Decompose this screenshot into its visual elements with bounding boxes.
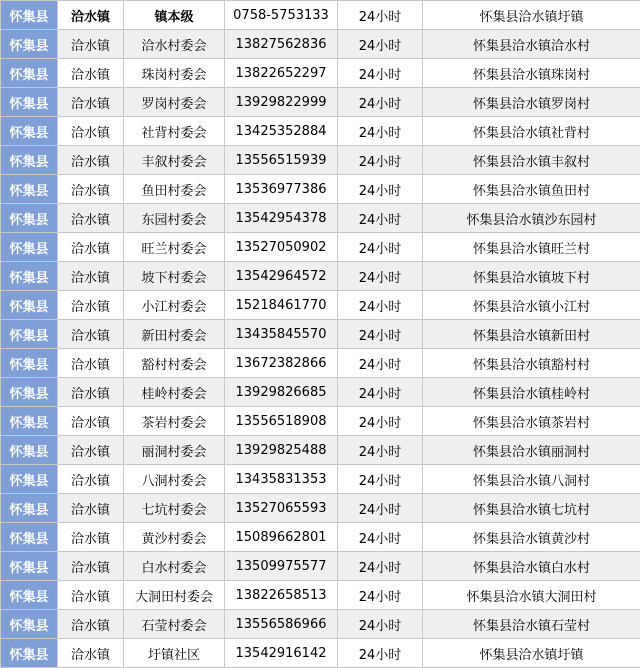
table-row <box>1 1 640 30</box>
unit-cell: 大洞田村委会 <box>124 581 225 610</box>
county-cell: 怀集县 <box>1 59 58 88</box>
hours-cell: 24小时 <box>338 465 423 494</box>
county-cell: 怀集县 <box>1 436 58 465</box>
town-cell: 洽水镇 <box>58 523 124 552</box>
town-cell: 洽水镇 <box>58 378 124 407</box>
address-cell: 怀集县洽水镇八洞村 <box>423 465 640 494</box>
county-cell: 怀集县 <box>1 320 58 349</box>
hours-cell: 24小时 <box>338 30 423 59</box>
table-row <box>1 117 640 146</box>
hours-cell: 24小时 <box>338 639 423 668</box>
town-cell: 洽水镇 <box>58 30 124 59</box>
county-cell: 怀集县 <box>1 639 58 668</box>
unit-cell: 小江村委会 <box>124 291 225 320</box>
county-cell: 怀集县 <box>1 204 58 233</box>
hours-cell: 24小时 <box>338 523 423 552</box>
town-cell: 洽水镇 <box>58 494 124 523</box>
phone-cell: 15218461770 <box>225 291 338 320</box>
town-cell: 洽水镇 <box>58 175 124 204</box>
unit-cell: 豁村村委会 <box>124 349 225 378</box>
town-cell: 洽水镇 <box>58 146 124 175</box>
hours-cell: 24小时 <box>338 233 423 262</box>
town-cell: 洽水镇 <box>58 1 124 30</box>
hours-cell: 24小时 <box>338 175 423 204</box>
town-cell: 洽水镇 <box>58 233 124 262</box>
hours-cell: 24小时 <box>338 59 423 88</box>
county-cell: 怀集县 <box>1 262 58 291</box>
table-row <box>1 59 640 88</box>
unit-cell: 东园村委会 <box>124 204 225 233</box>
town-cell: 洽水镇 <box>58 552 124 581</box>
table-row <box>1 436 640 465</box>
town-cell: 洽水镇 <box>58 581 124 610</box>
address-cell: 怀集县洽水镇小江村 <box>423 291 640 320</box>
phone-cell: 0758-5753133 <box>225 1 338 30</box>
address-cell: 怀集县洽水镇丰叙村 <box>423 146 640 175</box>
hours-cell: 24小时 <box>338 291 423 320</box>
address-cell: 怀集县洽水镇豁村村 <box>423 349 640 378</box>
hours-cell: 24小时 <box>338 349 423 378</box>
unit-cell: 丰叙村委会 <box>124 146 225 175</box>
phone-cell: 13527065593 <box>225 494 338 523</box>
address-cell: 怀集县洽水镇圩镇 <box>423 1 640 30</box>
town-cell: 洽水镇 <box>58 610 124 639</box>
county-cell: 怀集县 <box>1 291 58 320</box>
unit-cell: 黄沙村委会 <box>124 523 225 552</box>
town-cell: 洽水镇 <box>58 204 124 233</box>
phone-cell: 13672382866 <box>225 349 338 378</box>
unit-cell: 白水村委会 <box>124 552 225 581</box>
address-cell: 怀集县洽水镇石莹村 <box>423 610 640 639</box>
phone-cell: 13527050902 <box>225 233 338 262</box>
town-cell: 洽水镇 <box>58 320 124 349</box>
hours-cell: 24小时 <box>338 117 423 146</box>
unit-cell: 丽洞村委会 <box>124 436 225 465</box>
table-row <box>1 233 640 262</box>
phone-cell: 13536977386 <box>225 175 338 204</box>
table-body <box>1 1 640 668</box>
county-cell: 怀集县 <box>1 146 58 175</box>
address-cell: 怀集县洽水镇旺兰村 <box>423 233 640 262</box>
unit-cell: 八洞村委会 <box>124 465 225 494</box>
table-row <box>1 320 640 349</box>
unit-cell: 桂岭村委会 <box>124 378 225 407</box>
phone-cell: 13929822999 <box>225 88 338 117</box>
phone-cell: 13542954378 <box>225 204 338 233</box>
town-cell: 洽水镇 <box>58 88 124 117</box>
table-row <box>1 610 640 639</box>
town-cell: 洽水镇 <box>58 262 124 291</box>
address-cell: 怀集县洽水镇社背村 <box>423 117 640 146</box>
unit-cell: 旺兰村委会 <box>124 233 225 262</box>
table-row <box>1 581 640 610</box>
table-row <box>1 204 640 233</box>
table-row <box>1 291 640 320</box>
unit-cell: 社背村委会 <box>124 117 225 146</box>
address-cell: 怀集县洽水镇桂岭村 <box>423 378 640 407</box>
table-row <box>1 552 640 581</box>
address-cell: 怀集县洽水镇大洞田村 <box>423 581 640 610</box>
table-row <box>1 639 640 668</box>
county-cell: 怀集县 <box>1 233 58 262</box>
town-cell: 洽水镇 <box>58 465 124 494</box>
address-cell: 怀集县洽水镇茶岩村 <box>423 407 640 436</box>
table-row <box>1 30 640 59</box>
unit-cell: 坡下村委会 <box>124 262 225 291</box>
phone-cell: 13929825488 <box>225 436 338 465</box>
county-cell: 怀集县 <box>1 465 58 494</box>
unit-cell: 珠岗村委会 <box>124 59 225 88</box>
unit-cell: 洽水村委会 <box>124 30 225 59</box>
county-cell: 怀集县 <box>1 1 58 30</box>
unit-cell: 圩镇社区 <box>124 639 225 668</box>
unit-cell: 新田村委会 <box>124 320 225 349</box>
hours-cell: 24小时 <box>338 146 423 175</box>
unit-cell: 镇本级 <box>124 1 225 30</box>
hours-cell: 24小时 <box>338 262 423 291</box>
unit-cell: 罗岗村委会 <box>124 88 225 117</box>
town-cell: 洽水镇 <box>58 436 124 465</box>
county-cell: 怀集县 <box>1 378 58 407</box>
hours-cell: 24小时 <box>338 436 423 465</box>
phone-cell: 13827562836 <box>225 30 338 59</box>
phone-cell: 13425352884 <box>225 117 338 146</box>
table-row <box>1 175 640 204</box>
county-cell: 怀集县 <box>1 581 58 610</box>
county-cell: 怀集县 <box>1 88 58 117</box>
county-cell: 怀集县 <box>1 610 58 639</box>
address-cell: 怀集县洽水镇珠岗村 <box>423 59 640 88</box>
address-cell: 怀集县洽水镇黄沙村 <box>423 523 640 552</box>
hours-cell: 24小时 <box>338 407 423 436</box>
county-cell: 怀集县 <box>1 349 58 378</box>
table-row <box>1 523 640 552</box>
phone-cell: 13435831353 <box>225 465 338 494</box>
county-cell: 怀集县 <box>1 175 58 204</box>
hours-cell: 24小时 <box>338 1 423 30</box>
county-cell: 怀集县 <box>1 552 58 581</box>
town-cell: 洽水镇 <box>58 59 124 88</box>
phone-cell: 13509975577 <box>225 552 338 581</box>
county-cell: 怀集县 <box>1 494 58 523</box>
phone-cell: 13822658513 <box>225 581 338 610</box>
hours-cell: 24小时 <box>338 88 423 117</box>
town-cell: 洽水镇 <box>58 407 124 436</box>
phone-cell: 13822652297 <box>225 59 338 88</box>
address-cell: 怀集县洽水镇白水村 <box>423 552 640 581</box>
table-row <box>1 146 640 175</box>
county-cell: 怀集县 <box>1 30 58 59</box>
address-cell: 怀集县洽水镇洽水村 <box>423 30 640 59</box>
hours-cell: 24小时 <box>338 494 423 523</box>
unit-cell: 鱼田村委会 <box>124 175 225 204</box>
town-cell: 洽水镇 <box>58 291 124 320</box>
county-cell: 怀集县 <box>1 117 58 146</box>
unit-cell: 石莹村委会 <box>124 610 225 639</box>
phone-cell: 13929826685 <box>225 378 338 407</box>
address-cell: 怀集县洽水镇鱼田村 <box>423 175 640 204</box>
table-row <box>1 465 640 494</box>
address-cell: 怀集县洽水镇新田村 <box>423 320 640 349</box>
hours-cell: 24小时 <box>338 204 423 233</box>
address-cell: 怀集县洽水镇罗岗村 <box>423 88 640 117</box>
hours-cell: 24小时 <box>338 552 423 581</box>
town-cell: 洽水镇 <box>58 117 124 146</box>
town-cell: 洽水镇 <box>58 349 124 378</box>
phone-cell: 13556518908 <box>225 407 338 436</box>
phone-cell: 13556586966 <box>225 610 338 639</box>
unit-cell: 茶岩村委会 <box>124 407 225 436</box>
phone-cell: 13542964572 <box>225 262 338 291</box>
phone-cell: 13435845570 <box>225 320 338 349</box>
phone-cell: 13556515939 <box>225 146 338 175</box>
table-row <box>1 407 640 436</box>
table-row <box>1 494 640 523</box>
table-row <box>1 349 640 378</box>
phone-cell: 13542916142 <box>225 639 338 668</box>
hours-cell: 24小时 <box>338 610 423 639</box>
table-row <box>1 378 640 407</box>
address-cell: 怀集县洽水镇沙东园村 <box>423 204 640 233</box>
address-cell: 怀集县洽水镇丽洞村 <box>423 436 640 465</box>
town-cell: 洽水镇 <box>58 639 124 668</box>
hours-cell: 24小时 <box>338 581 423 610</box>
table-row <box>1 262 640 291</box>
unit-cell: 七坑村委会 <box>124 494 225 523</box>
phone-cell: 15089662801 <box>225 523 338 552</box>
address-cell: 怀集县洽水镇坡下村 <box>423 262 640 291</box>
address-cell: 怀集县洽水镇圩镇 <box>423 639 640 668</box>
address-cell: 怀集县洽水镇七坑村 <box>423 494 640 523</box>
county-cell: 怀集县 <box>1 407 58 436</box>
county-cell: 怀集县 <box>1 523 58 552</box>
table-row <box>1 88 640 117</box>
hours-cell: 24小时 <box>338 320 423 349</box>
hours-cell: 24小时 <box>338 378 423 407</box>
